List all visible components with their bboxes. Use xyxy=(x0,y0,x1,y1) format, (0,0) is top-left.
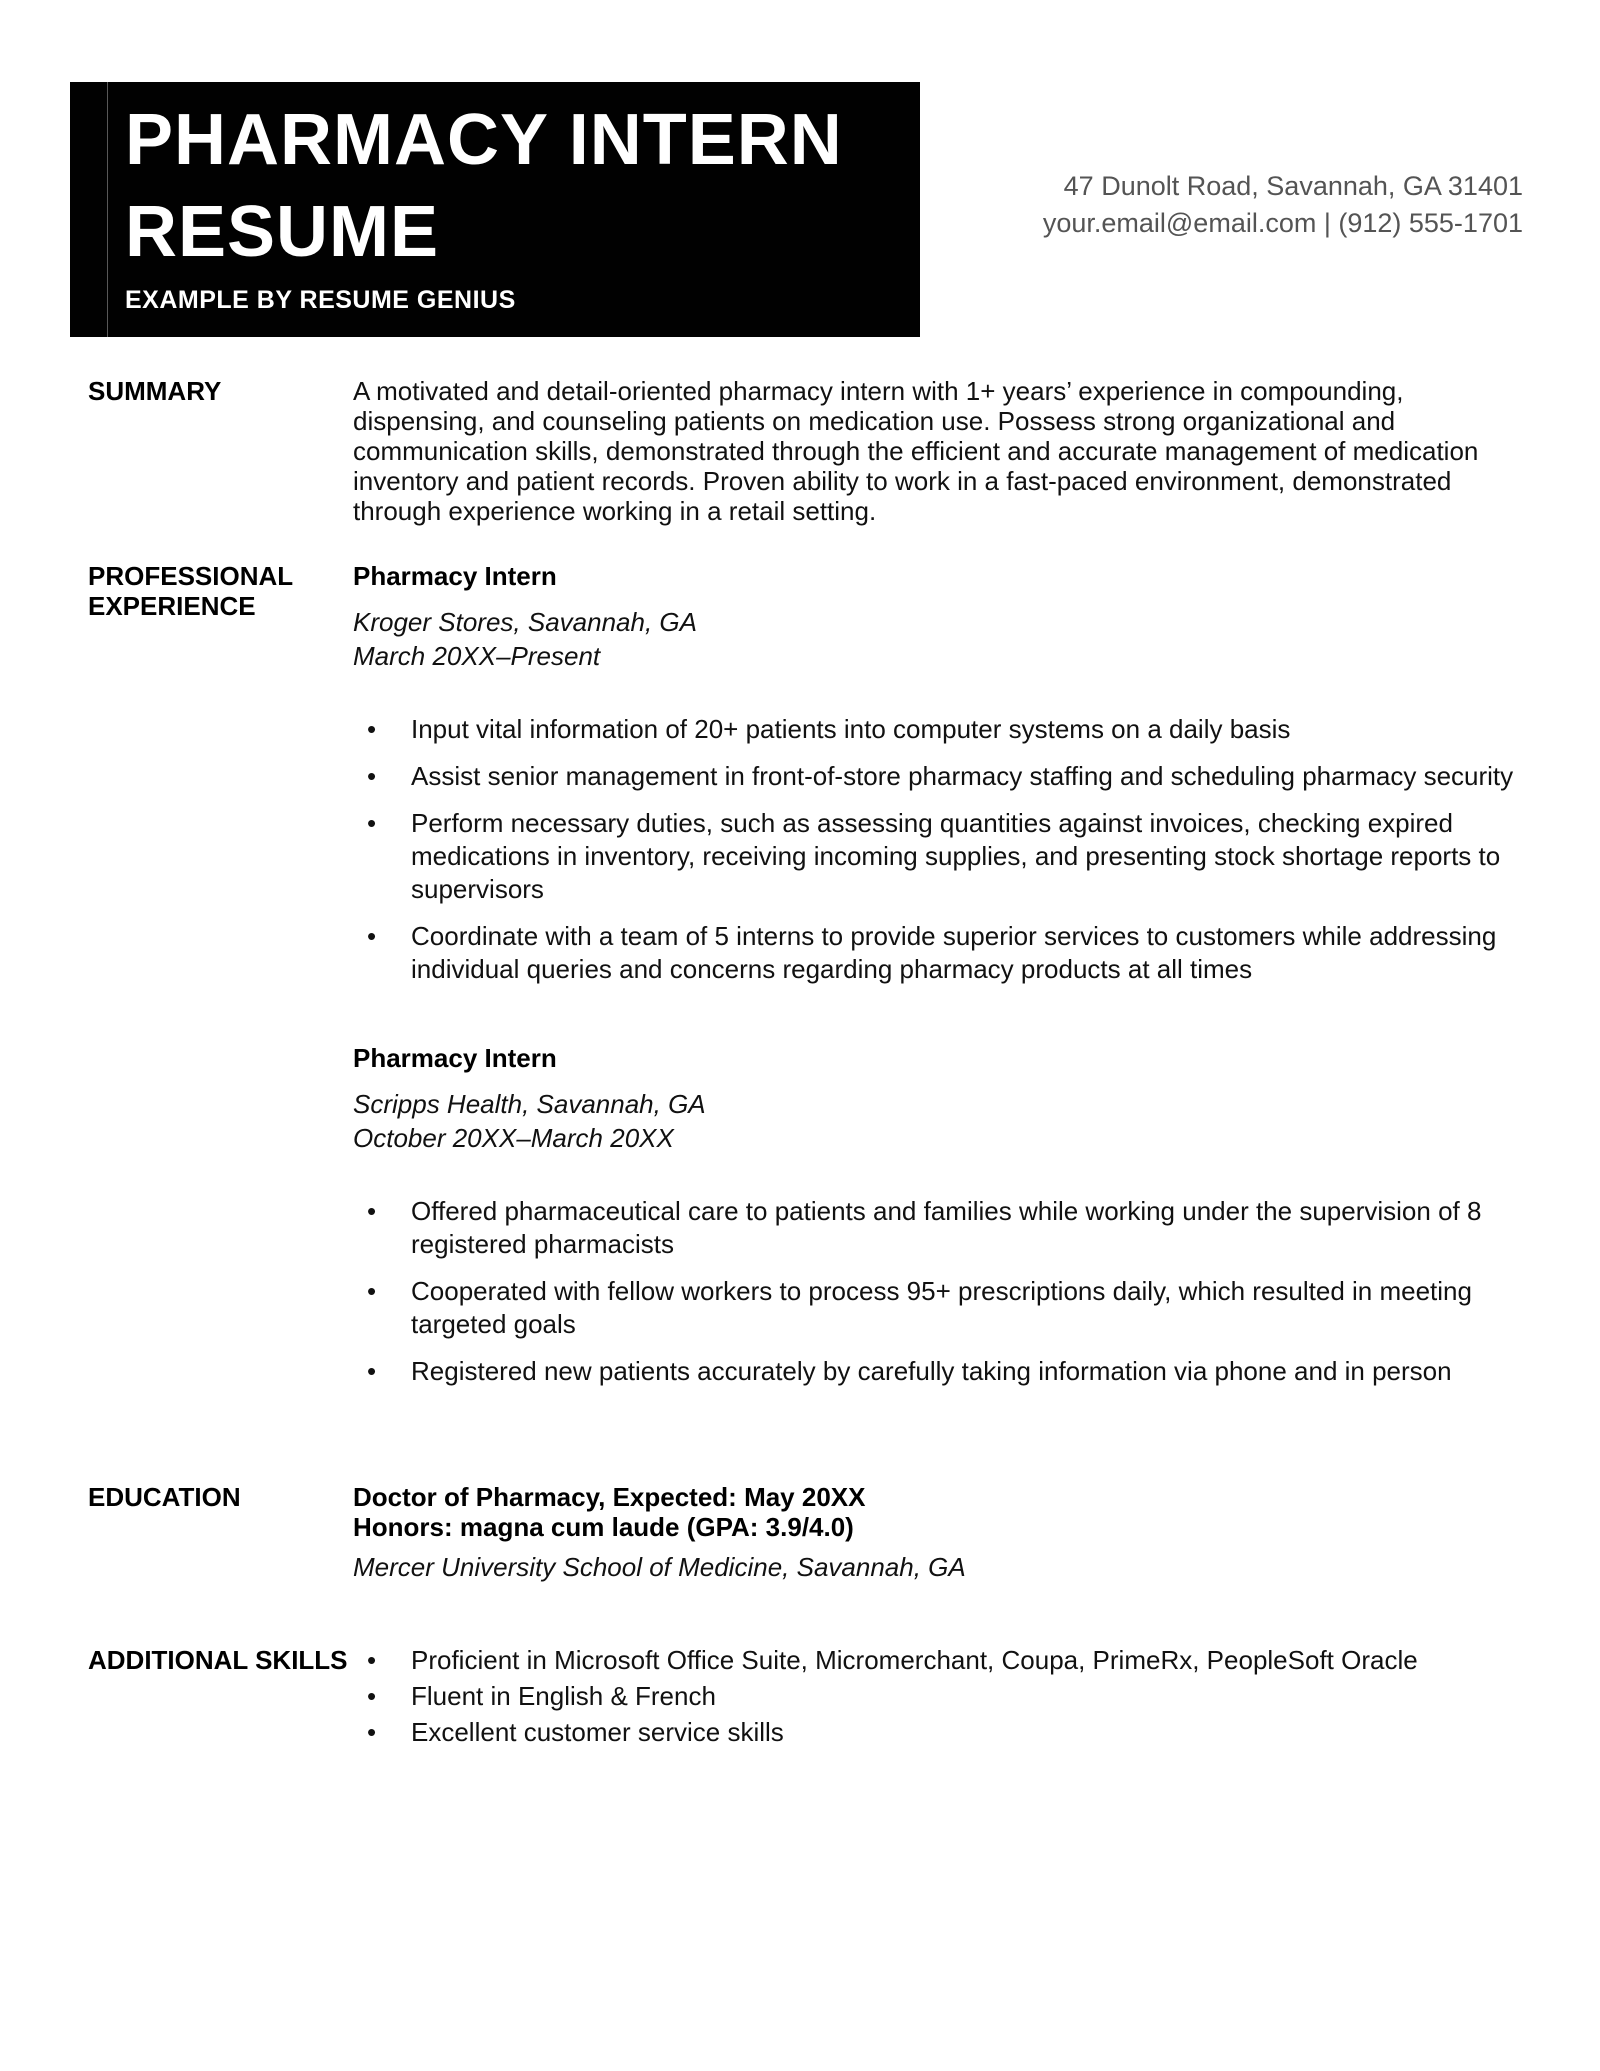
job-company: Kroger Stores, Savannah, GA xyxy=(353,607,697,637)
bullet-text: Coordinate with a team of 5 interns to provide superior services to customers while addressing individual queries and concerns regarding pharmacy products at all times xyxy=(411,921,1497,984)
bullet-icon: • xyxy=(367,714,377,744)
section-label-summary: SUMMARY xyxy=(88,376,222,406)
education-honors: Honors: magna cum laude (GPA: 3.9/4.0) xyxy=(353,1512,854,1542)
job-dates: March 20XX–Present xyxy=(353,641,601,671)
job-dates: October 20XX–March 20XX xyxy=(353,1123,674,1153)
bullet-item xyxy=(353,1195,1523,1261)
bullet-icon: • xyxy=(367,1276,377,1306)
summary-section xyxy=(70,376,1523,526)
education-section xyxy=(70,1482,1523,1584)
education-degree: Doctor of Pharmacy, Expected: May 20XX xyxy=(353,1482,866,1512)
bullet-text: Input vital information of 20+ patients into computer systems on a daily basis xyxy=(411,714,1291,744)
resume-body xyxy=(70,0,1523,1747)
bullet-text: Perform necessary duties, such as assessing quantities against invoices, checking expired medications in inventory, receiving incoming supplies, and presenting stock shortage reports to supervisors xyxy=(411,808,1501,904)
bullet-item xyxy=(353,760,1523,793)
section-label-skills: ADDITIONAL SKILLS xyxy=(88,1645,348,1675)
bullet-text: Proficient in Microsoft Office Suite, Micromerchant, Coupa, PrimeRx, PeopleSoft Oracle xyxy=(411,1645,1418,1675)
bullet-icon: • xyxy=(367,1681,377,1711)
bullet-icon: • xyxy=(367,1196,377,1226)
education-school: Mercer University School of Medicine, Savannah, GA xyxy=(353,1552,966,1582)
job-title: Pharmacy Intern xyxy=(353,561,557,591)
title-line-2: RESUME xyxy=(125,192,440,272)
bullet-text: Registered new patients accurately by carefully taking information via phone and in person xyxy=(411,1356,1452,1386)
section-label-education: EDUCATION xyxy=(88,1482,241,1512)
bullet-icon: • xyxy=(367,761,377,791)
bullet-icon: • xyxy=(367,921,377,951)
job-title: Pharmacy Intern xyxy=(353,1043,557,1073)
bullet-icon: • xyxy=(367,1356,377,1386)
bullet-item xyxy=(353,1717,1523,1747)
job-entry xyxy=(353,561,1523,986)
job-entry xyxy=(353,1043,1523,1388)
contact-address: 47 Dunolt Road, Savannah, GA 31401 xyxy=(1063,171,1523,201)
experience-section xyxy=(70,561,1523,1388)
title-line-1: PHARMACY INTERN xyxy=(125,100,843,180)
job-bullet-list xyxy=(353,1195,1523,1388)
skills-section xyxy=(70,1645,1523,1747)
bullet-item xyxy=(353,713,1523,746)
bullet-text: Excellent customer service skills xyxy=(411,1717,784,1747)
bullet-icon: • xyxy=(367,808,377,838)
bullet-icon: • xyxy=(367,1645,377,1675)
bullet-item xyxy=(353,920,1523,986)
contact-email-phone: your.email@email.com | (912) 555-1701 xyxy=(1042,208,1523,238)
bullet-item xyxy=(353,1645,1523,1675)
bullet-text: Cooperated with fellow workers to process 95+ prescriptions daily, which resulted in meeting targeted goals xyxy=(411,1276,1472,1339)
skills-list xyxy=(353,1645,1523,1747)
bullet-icon: • xyxy=(367,1717,377,1747)
job-company: Scripps Health, Savannah, GA xyxy=(353,1089,706,1119)
bullet-item xyxy=(353,1355,1523,1388)
bullet-item xyxy=(353,1275,1523,1341)
job-bullet-list xyxy=(353,713,1523,986)
bullet-item xyxy=(353,807,1523,906)
bullet-item xyxy=(353,1681,1523,1711)
section-label-experience: PROFESSIONAL EXPERIENCE xyxy=(88,561,293,621)
bullet-text: Fluent in English & French xyxy=(411,1681,716,1711)
bullet-text: Assist senior management in front-of-store pharmacy staffing and scheduling pharmacy security xyxy=(411,761,1514,791)
summary-text: A motivated and detail-oriented pharmacy intern with 1+ years’ experience in compounding, dispensing, and counseling patients on medication use. Possess strong organizational and communication skills, demonstrated through the efficient and accurate management of medication inventory and patient records. Proven ability to work in a fast-paced environment, demonstrated through experience working in a retail setting. xyxy=(353,376,1479,526)
bullet-text: Offered pharmaceutical care to patients and families while working under the supervision of 8 registered pharmacists xyxy=(411,1196,1482,1259)
tagline: EXAMPLE BY RESUME GENIUS xyxy=(125,286,516,314)
